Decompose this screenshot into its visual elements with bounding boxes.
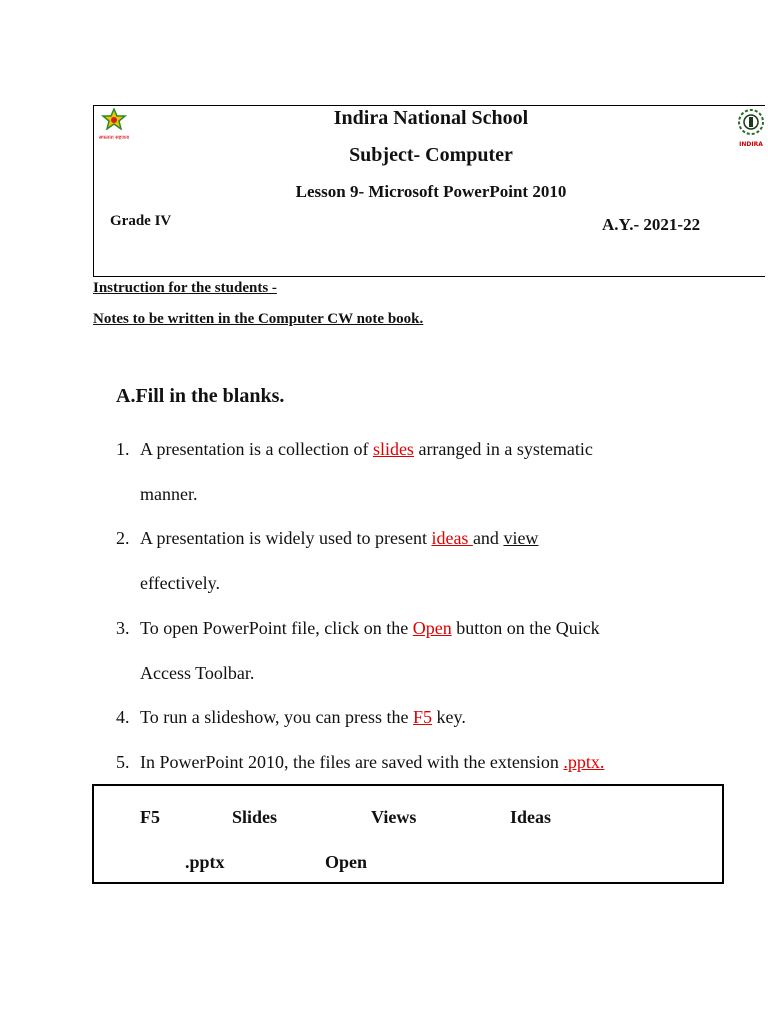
word-bank-item: Slides [232, 807, 278, 827]
list-item [140, 439, 593, 460]
list-item [140, 618, 600, 639]
item-text: A presentation is a collection of [140, 439, 373, 459]
item-number: 4. [116, 707, 130, 727]
word-bank-item: Views [371, 807, 417, 827]
section-heading: A.Fill in the blanks. [116, 385, 285, 407]
answer-text: Open [412, 618, 452, 638]
item-text: and [472, 528, 504, 548]
right-logo-caption: INDIRA [739, 141, 763, 148]
answer-text: F5 [413, 707, 433, 727]
academic-year: A.Y.- 2021-22 [602, 215, 701, 234]
answer-text: ideas [431, 528, 473, 548]
grade-label: Grade IV [110, 213, 172, 229]
instruction-title: Instruction for the students - [93, 280, 277, 296]
instruction-note: Notes to be written in the Computer CW note book. [93, 311, 424, 327]
left-logo-caption: सफलता सहजता [98, 135, 130, 141]
answer-text: view [503, 528, 539, 548]
item-continuation: effectively. [140, 573, 220, 593]
list-item [140, 752, 604, 773]
item-number: 1. [116, 439, 130, 459]
item-text: To run a slideshow, you can press the [140, 707, 414, 727]
word-bank-item: F5 [140, 807, 160, 827]
item-text: In PowerPoint 2010, the files are saved with the extension [140, 752, 564, 772]
school-name: Indira National School [333, 107, 529, 129]
item-continuation: Access Toolbar. [140, 663, 255, 683]
item-number: 5. [116, 752, 130, 772]
list-item [140, 528, 538, 549]
answer-text: .pptx. [563, 752, 605, 772]
item-text: A presentation is widely used to present [140, 528, 432, 548]
item-text: To open PowerPoint file, click on the [140, 618, 413, 638]
word-bank-item: Open [325, 852, 368, 872]
subject-title: Subject- Computer [349, 144, 513, 166]
list-item [140, 707, 466, 728]
item-number: 3. [116, 618, 130, 638]
answer-text: slides [372, 439, 414, 459]
item-number: 2. [116, 528, 130, 548]
word-bank-item: .pptx [185, 852, 225, 872]
lesson-title: Lesson 9- Microsoft PowerPoint 2010 [295, 182, 567, 201]
item-text: button on the Quick [451, 618, 600, 638]
item-text: arranged in a systematic [413, 439, 593, 459]
word-bank-item: Ideas [510, 807, 552, 827]
item-text: key. [432, 707, 466, 727]
item-continuation: manner. [140, 484, 198, 504]
